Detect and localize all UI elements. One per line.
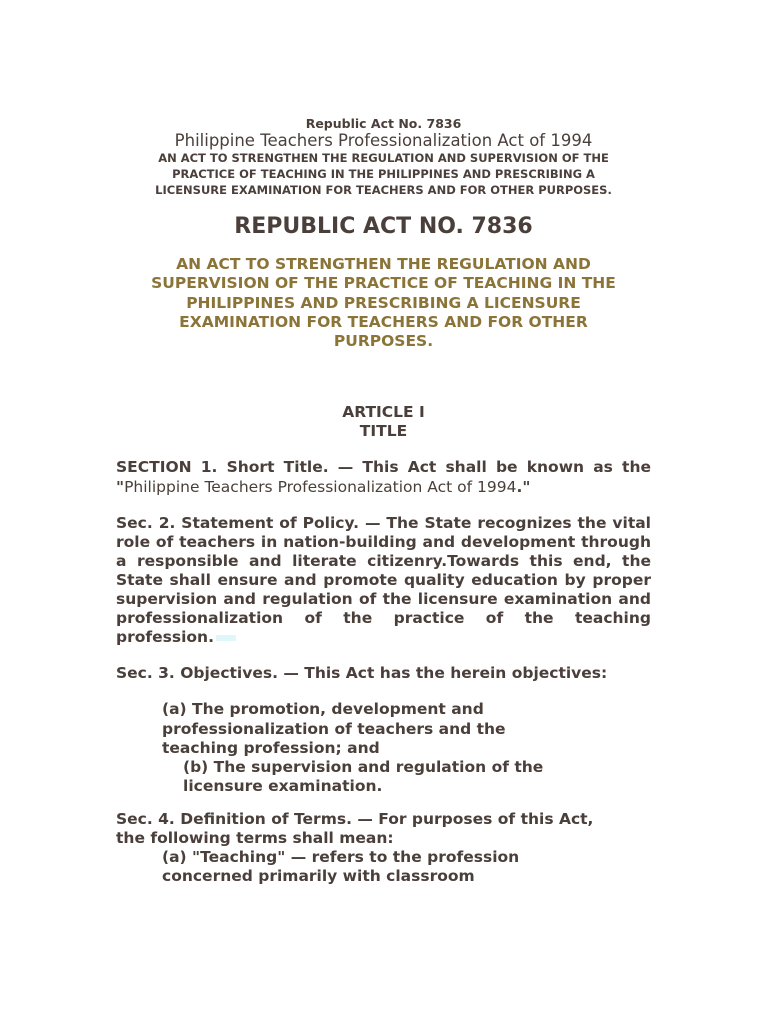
section-2-text: Sec. 2. Statement of Policy. — The State recognizes the vital role of teachers in nation-building and development through a responsible and literate citizenry.Towards this end, the State shall ensure and promote quality education by proper supervision and regulation of the licensure examination and professionalization of the practice of the teaching profession. [116,513,651,647]
act-subtitle-line: AN ACT TO STRENGTHEN THE REGULATION AND [176,255,591,273]
section-1 [116,458,651,496]
section-3-item-a: (a) The promotion, development and professionalization of teachers and the teaching profession; and [162,700,506,757]
section-3-item-b-text: (b) The supervision and regulation of the licensure examination. [183,757,544,795]
act-subtitle-line: SUPERVISION OF THE PRACTICE OF TEACHING IN THE [151,274,616,293]
article-number: ARTICLE I [342,403,425,422]
act-caps-line-1: AN ACT TO STRENGTHEN THE REGULATION AND SUPERVISION OF THE [158,151,609,165]
act-subtitle-line: PHILIPPINES AND PRESCRIBING A LICENSURE [186,293,581,312]
article-heading [116,403,651,441]
document-page [116,116,651,886]
highlight-mark [216,635,236,641]
section-3-items [162,700,562,795]
section-4-item-a: (a) "Teaching" — refers to the profession concerned primarily with classroom [162,848,520,886]
section-1-tail: ." [516,477,531,496]
section-3: Sec. 3. Objectives. — This Act has the herein objectives: [116,664,608,683]
act-caps-line-2: PRACTICE OF TEACHING IN THE PHILIPPINES AND PRESCRIBING A [172,167,595,181]
act-subtitle-line: EXAMINATION FOR TEACHERS AND FOR OTHER [179,312,588,331]
act-subtitle-line: PURPOSES. [333,332,434,351]
article-name: TITLE [359,422,408,441]
act-subtitle [108,255,659,351]
page-title: REPUBLIC ACT NO. 7836 [234,214,533,239]
section-3-item-b [162,758,562,796]
section-1-act-name: Philippine Teachers Professionalization Act of 1994 [124,477,517,496]
section-4-text: Sec. 4. Definition of Terms. — For purposes of this Act, the following terms shall mean: [116,809,594,847]
act-caps-line-3: LICENSURE EXAMINATION FOR TEACHERS AND FOR OTHER PURPOSES. [155,183,612,197]
act-number-heading: Republic Act No. 7836 [305,116,462,131]
section-2 [116,514,651,648]
act-short-name: Philippine Teachers Professionalization Act of 1994 [174,131,593,150]
section-1-lead: SECTION 1. Short Title. — This Act shall be known as the " [116,458,651,496]
section-4 [116,810,616,886]
